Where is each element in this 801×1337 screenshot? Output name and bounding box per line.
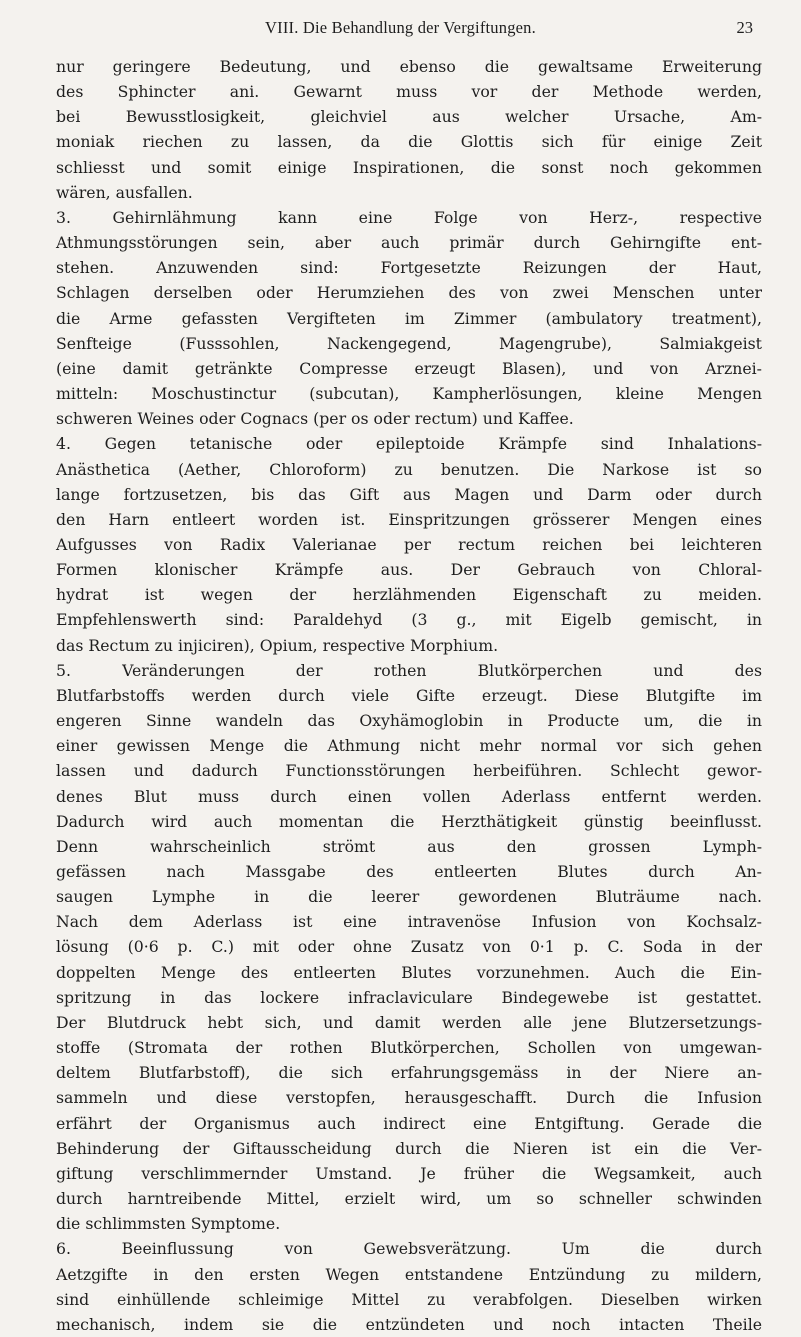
text-line: hydrat ist wegen der herzlähmenden Eigenschaft zu meiden. <box>56 585 762 605</box>
text-line: 5. Veränderungen der rothen Blutkörperchen und des <box>56 660 762 680</box>
text-line: die Arme gefassten Vergifteten im Zimmer (ambulatory treatment), <box>56 308 762 328</box>
text-line: die schlimmsten Symptome. <box>56 1214 281 1234</box>
text-line: schweren Weines oder Cognacs (per os oder rectum) und Kaffee. <box>56 409 574 429</box>
text-line: Aetzgifte in den ersten Wegen entstandene Entzündung zu mildern, <box>56 1264 762 1284</box>
text-line: nur geringere Bedeutung, und ebenso die gewaltsame Erweiterung <box>56 57 762 76</box>
text-line: Nach dem Aderlass ist eine intravenöse Infusion von Kochsalz- <box>56 912 762 932</box>
text-line: lassen und dadurch Functionsstörungen herbeiführen. Schlecht gewor- <box>56 761 762 781</box>
text-line: stehen. Anzuwenden sind: Fortgesetzte Reizungen der Haut, <box>56 258 762 278</box>
text-line: einer gewissen Menge die Athmung nicht mehr normal vor sich gehen <box>56 736 762 756</box>
text-line: Dadurch wird auch momentan die Herzthätigkeit günstig beeinflusst. <box>56 811 762 831</box>
text-line: wären, ausfallen. <box>56 182 193 202</box>
text-line: saugen Lymphe in die leerer gewordenen Bluträume nach. <box>56 887 762 907</box>
text-line: Blutfarbstoffs werden durch viele Gifte erzeugt. Diese Blutgifte im <box>56 685 762 705</box>
page-number: 23 <box>736 18 753 37</box>
body-text <box>56 54 762 1337</box>
text-line: bei Bewusstlosigkeit, gleichviel aus welcher Ursache, Am- <box>56 107 762 127</box>
text-line: den Harn entleert worden ist. Einspritzungen grösserer Mengen eines <box>56 509 762 529</box>
text-line: Aufgusses von Radix Valerianae per rectum reichen bei leichteren <box>56 534 762 554</box>
running-title: VIII. Die Behandlung der Vergiftungen. <box>265 18 536 37</box>
text-line: Schlagen derselben oder Herumziehen des von zwei Menschen unter <box>56 283 762 303</box>
text-line: Athmungsstörungen sein, aber auch primär durch Gehirngifte ent- <box>56 233 762 253</box>
text-line: doppelten Menge des entleerten Blutes vorzunehmen. Auch die Ein- <box>56 962 762 982</box>
text-line: lösung (0·6 p. C.) mit oder ohne Zusatz von 0·1 p. C. Soda in der <box>56 937 762 957</box>
text-line: giftung verschlimmernder Umstand. Je früher die Wegsamkeit, auch <box>56 1163 762 1183</box>
text-line: Denn wahrscheinlich strömt aus den grossen Lymph- <box>56 836 762 856</box>
text-line: Der Blutdruck hebt sich, und damit werden alle jene Blutzersetzungs- <box>56 1012 762 1032</box>
text-line: spritzung in das lockere infraclaviculare Bindegewebe ist gestattet. <box>56 987 762 1007</box>
text-line: durch harntreibende Mittel, erzielt wird, um so schneller schwinden <box>56 1189 762 1209</box>
text-line: 6. Beeinflussung von Gewebsverätzung. Um die durch <box>56 1239 762 1259</box>
text-line: gefässen nach Massgabe des entleerten Blutes durch An- <box>56 862 762 881</box>
text-line: Empfehlenswerth sind: Paraldehyd (3 g., mit Eigelb gemischt, in <box>56 610 762 630</box>
text-line: (eine damit getränkte Compresse erzeugt Blasen), und von Arznei- <box>56 358 762 378</box>
text-line: deltem Blutfarbstoff), die sich erfahrungsgemäss in der Niere an- <box>56 1063 762 1083</box>
text-line: lange fortzusetzen, bis das Gift aus Magen und Darm oder durch <box>56 484 762 504</box>
text-line: denes Blut muss durch einen vollen Aderlass entfernt werden. <box>56 786 762 806</box>
text-line: sammeln und diese verstopfen, herausgeschafft. Durch die Infusion <box>56 1088 762 1108</box>
text-line: des Sphincter ani. Gewarnt muss vor der Methode werden, <box>56 82 762 102</box>
text-line: Senfteige (Fusssohlen, Nackengegend, Magengrube), Salmiakgeist <box>56 333 762 353</box>
running-head <box>0 18 801 42</box>
text-line: mechanisch, indem sie die entzündeten und noch intacten Theile <box>56 1314 762 1334</box>
text-line: engeren Sinne wandeln das Oxyhämoglobin in Producte um, die in <box>56 711 762 731</box>
text-line: mitteln: Moschustinctur (subcutan), Kampherlösungen, kleine Mengen <box>56 384 762 404</box>
text-line: 3. Gehirnlähmung kann eine Folge von Herz-, respective <box>56 207 762 227</box>
text-line: sind einhüllende schleimige Mittel zu verabfolgen. Dieselben wirken <box>56 1289 762 1309</box>
text-line: schliesst und somit einige Inspirationen, die sonst noch gekommen <box>56 157 762 177</box>
text-line: stoffe (Stromata der rothen Blutkörperchen, Schollen von umgewan- <box>56 1038 762 1058</box>
text-line: Anästhetica (Aether, Chloroform) zu benutzen. Die Narkose ist so <box>56 459 762 479</box>
text-line: Behinderung der Giftausscheidung durch die Nieren ist ein die Ver- <box>56 1138 762 1158</box>
text-line: erfährt der Organismus auch indirect eine Entgiftung. Gerade die <box>56 1113 762 1133</box>
text-line: 4. Gegen tetanische oder epileptoide Krämpfe sind Inhalations- <box>56 434 762 454</box>
text-line: das Rectum zu injiciren), Opium, respective Morphium. <box>56 635 499 655</box>
text-line: Formen klonischer Krämpfe aus. Der Gebrauch von Chloral- <box>56 560 762 580</box>
text-line: moniak riechen zu lassen, da die Glottis sich für einige Zeit <box>56 132 762 152</box>
